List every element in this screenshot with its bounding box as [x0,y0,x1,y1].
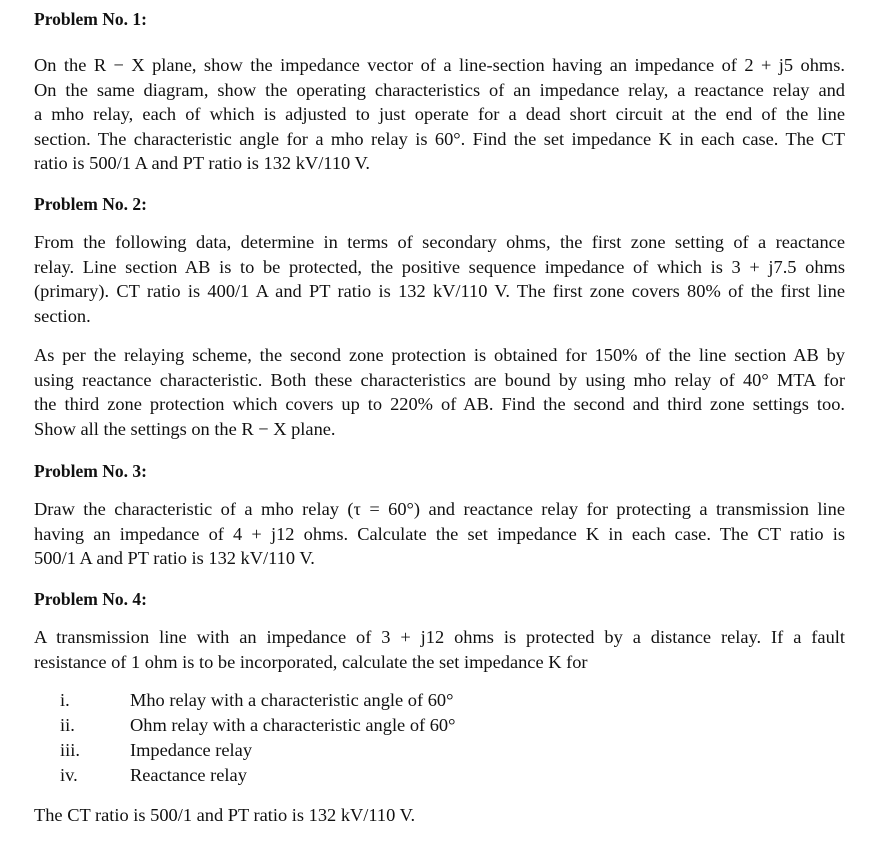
text-line: section. [34,305,91,326]
list-item [60,689,453,711]
problem-2-heading: Problem No. 2: [34,194,147,214]
problem-3-paragraph [34,497,845,571]
text-line: section. The characteristic angle for a mho relay is 60°. Find the set impedance K in each case. The CT [34,128,845,149]
text-line: As per the relaying scheme, the second zone protection is obtained for 150% of the line section AB by [34,345,845,365]
text-line: 500/1 A and PT ratio is 132 kV/110 V. [34,548,315,568]
text-line: the third zone protection which covers up to 220% of AB. Find the second and third zone settings too. [34,394,845,414]
text-line: Draw the characteristic of a mho relay (τ = 60°) and reactance relay for protecting a transmission line [34,499,845,519]
list-item [60,739,252,761]
text-line: On the R − X plane, show the impedance vector of a line-section having an impedance of 2 + j5 ohms. [34,55,845,75]
list-number: ii. [60,715,75,735]
list-number: iv. [60,765,78,785]
text-line: ratio is 500/1 A and PT ratio is 132 kV/110 V. [34,153,370,173]
text-line: using reactance characteristic. Both these characteristics are bound by using mho relay of 40° MTA for [34,369,845,390]
list-text: Mho relay with a characteristic angle of 60° [130,690,454,710]
problem-2-paragraph-2 [34,343,845,441]
problem-2-paragraph-1 [34,230,845,328]
text-line: Show all the settings on the R − X plane. [34,418,336,439]
text-line: A transmission line with an impedance of 3 + j12 ohms is protected by a distance relay. If a fault [34,627,845,647]
list-text: Ohm relay with a characteristic angle of 60° [130,715,456,735]
problem-1-heading: Problem No. 1: [34,9,147,29]
list-item [60,764,247,786]
problem-4-paragraph [34,625,845,674]
text-line: From the following data, determine in terms of secondary ohms, the first zone setting of a reactance [34,232,845,252]
list-number: i. [60,690,70,710]
list-number: iii. [60,740,80,760]
problem-3-heading: Problem No. 3: [34,461,147,481]
text-line: resistance of 1 ohm is to be incorporated, calculate the set impedance K for [34,651,588,672]
text-line: On the same diagram, show the operating characteristics of an impedance relay, a reactance relay and [34,79,845,100]
problem-4-closing: The CT ratio is 500/1 and PT ratio is 132 kV/110 V. [34,805,416,825]
problem-4-heading: Problem No. 4: [34,589,147,609]
list-text: Reactance relay [130,765,247,785]
text-line: a mho relay, each of which is adjusted to just operate for a dead short circuit at the end of the line [34,104,845,124]
list-text: Impedance relay [130,740,253,760]
list-item [60,714,455,736]
problem-1-paragraph [34,53,845,176]
text-line: (primary). CT ratio is 400/1 A and PT ratio is 132 kV/110 V. The first zone covers 80% of the first line [34,281,845,301]
text-line: relay. Line section AB is to be protected, the positive sequence impedance of which is 3 + j7.5 ohms [34,256,845,277]
text-line: having an impedance of 4 + j12 ohms. Calculate the set impedance K in each case. The CT ratio is [34,523,845,544]
